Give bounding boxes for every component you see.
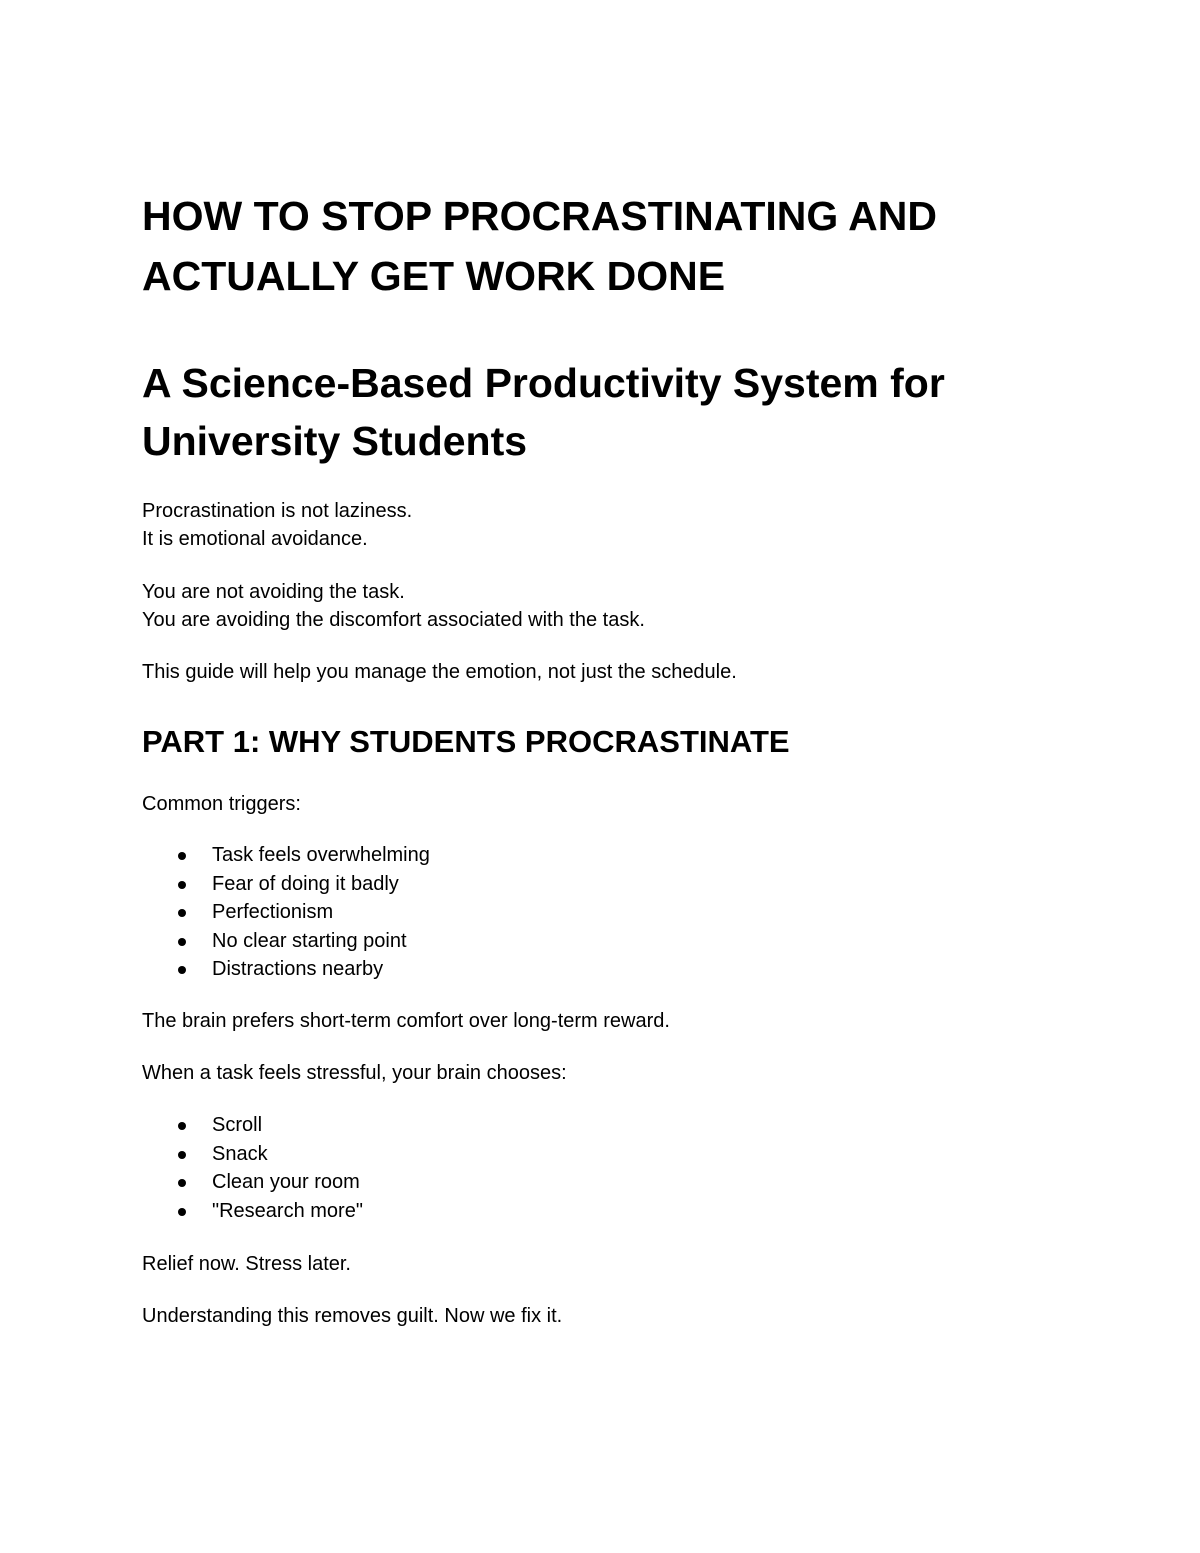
list-item	[142, 1111, 363, 1140]
triggers-intro: Common triggers:	[142, 793, 301, 815]
brain-preference-text: The brain prefers short-term comfort over long-term reward.	[142, 1010, 670, 1032]
document-title-line-1: HOW TO STOP PROCRASTINATING AND	[142, 193, 937, 239]
list-item	[142, 1168, 363, 1197]
document-title-line-2: ACTUALLY GET WORK DONE	[142, 253, 726, 299]
list-item-text: Snack	[212, 1142, 268, 1165]
list-item	[142, 1197, 363, 1226]
list-item	[142, 955, 430, 984]
closing-text: Understanding this removes guilt. Now we fix it.	[142, 1305, 563, 1327]
intro-paragraph-1-line-2: It is emotional avoidance.	[142, 528, 368, 550]
document-subtitle-line-2: University Students	[142, 418, 528, 464]
part-1-heading: PART 1: WHY STUDENTS PROCRASTINATE	[142, 724, 790, 759]
triggers-list	[142, 841, 430, 984]
bullet-icon	[178, 1208, 186, 1216]
document-subtitle	[142, 354, 1062, 470]
list-item-text: Fear of doing it badly	[212, 872, 399, 895]
list-item	[142, 927, 430, 956]
list-item	[142, 870, 430, 899]
intro-paragraph-3: This guide will help you manage the emotion, not just the schedule.	[142, 661, 737, 683]
list-item-text: Perfectionism	[212, 901, 334, 923]
bullet-icon	[178, 938, 186, 946]
intro-paragraph-2-line-1: You are not avoiding the task.	[142, 581, 405, 603]
list-item	[142, 841, 430, 870]
list-item	[142, 898, 430, 927]
bullet-icon	[178, 1122, 186, 1130]
list-item-text: Scroll	[212, 1114, 263, 1136]
list-item-text: Task feels overwhelming	[212, 844, 430, 866]
bullet-icon	[178, 852, 186, 860]
choices-intro: When a task feels stressful, your brain chooses:	[142, 1062, 567, 1084]
bullet-icon	[178, 881, 186, 889]
document-subtitle-line-1: A Science-Based Productivity System for	[142, 360, 945, 406]
list-item-text: Distractions nearby	[212, 958, 384, 980]
relief-text: Relief now. Stress later.	[142, 1253, 351, 1275]
intro-paragraph-2-line-2: You are avoiding the discomfort associated with the task.	[142, 609, 645, 631]
list-item	[142, 1140, 363, 1169]
bullet-icon	[178, 1179, 186, 1187]
intro-paragraph-1-line-1: Procrastination is not laziness.	[142, 500, 413, 522]
document-title	[142, 186, 1062, 306]
list-item-text: No clear starting point	[212, 929, 407, 952]
bullet-icon	[178, 1151, 186, 1159]
bullet-icon	[178, 909, 186, 917]
bullet-icon	[178, 966, 186, 974]
list-item-text: "Research more"	[212, 1199, 363, 1222]
choices-list	[142, 1111, 363, 1225]
list-item-text: Clean your room	[212, 1171, 360, 1193]
